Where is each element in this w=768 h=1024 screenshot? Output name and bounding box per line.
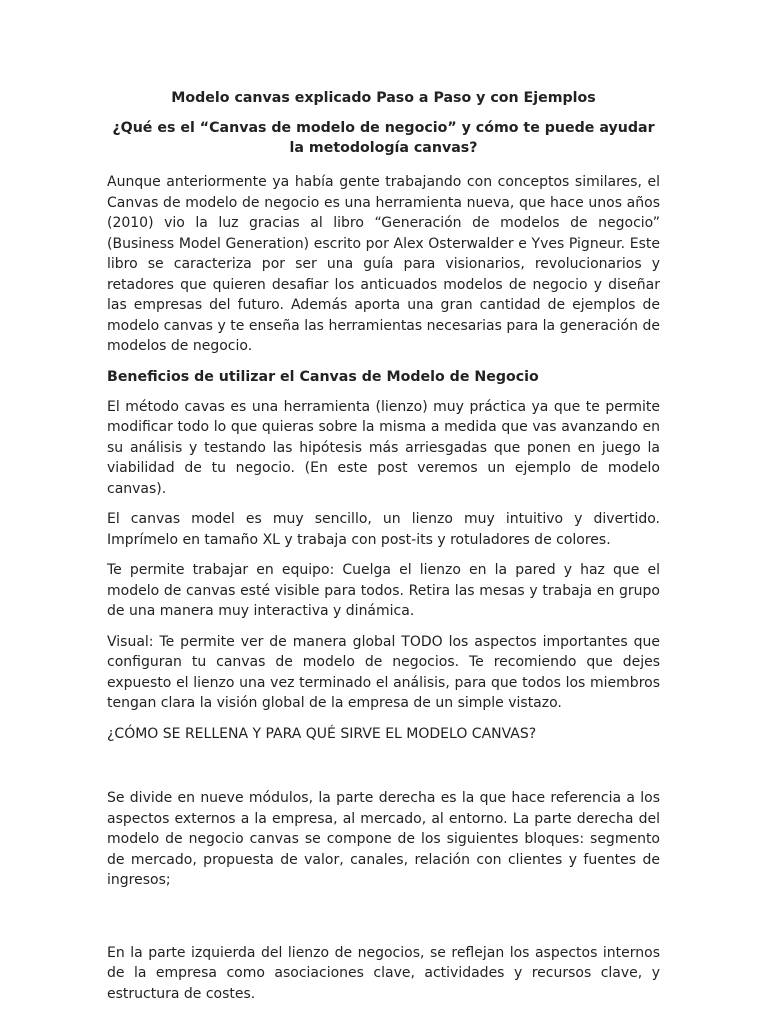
benefits-paragraph-2: El canvas model es muy sencillo, un lienzo muy intuitivo y divertido. Imprímelo en tamaño XL y trabaja con post-its y rotuladores de colores. xyxy=(107,511,660,548)
benefits-paragraph-3: Te permite trabajar en equipo: Cuelga el lienzo en la pared y haz que el modelo de canvas esté visible para todos. Retira las mesas y trabaja en grupo de una manera muy interactiva y dinámica. xyxy=(107,562,660,619)
intro-paragraph: Aunque anteriormente ya había gente trabajando con conceptos similares, el Canvas de modelo de negocio es una herramienta nueva, que hace unos años (2010) vio la luz gracias al libro “Generación de modelos de negocio” (Business Model Generation) escrito por Alex Osterwalder e Yves Pigneur. Este libro se caracteriza por ser una guía para visionarios, revolucionarios y retadores que quieren desafiar los anticuados modelos de negocio y diseñar las empresas del futuro. Además aporta una gran cantidad de ejemplos de modelo canvas y te enseña las herramientas necesarias para la generación de modelos de negocio. xyxy=(107,174,660,354)
benefits-paragraph-1: El método cavas es una herramienta (lienzo) muy práctica ya que te permite modificar todo lo que quieras sobre la misma a medida que vas avanzando en su análisis y testando las hipótesis más arriesgadas que ponen en juego la viabilidad de tu negocio. (En este post veremos un ejemplo de modelo canvas). xyxy=(107,398,660,497)
modules-paragraph-2: En la parte izquierda del lienzo de negocios, se reflejan los aspectos internos de la empresa como asociaciones clave, actividades y recursos clave, y estructura de costes. xyxy=(107,944,660,1002)
benefits-paragraph-4: Visual: Te permite ver de manera global TODO los aspectos importantes que configuran tu canvas de modelo de negocios. Te recomiendo que dejes expuesto el lienzo una vez terminado el análisis, para que todos los miembros tengan clara la visión global de la empresa de un simple vistazo. xyxy=(107,633,660,711)
document-subtitle: ¿Qué es el “Canvas de modelo de negocio” y cómo te puede ayudar la metodología canvas? xyxy=(112,120,655,156)
spacer xyxy=(107,901,660,943)
document-title: Modelo canvas explicado Paso a Paso y con Ejemplos xyxy=(171,90,596,106)
modules-paragraph-1: Se divide en nueve módulos, la parte derecha es la que hace referencia a los aspectos externos a la empresa, al mercado, al entorno. La parte derecha del modelo de negocio canvas se compone de los siguientes bloques: segmento de mercado, propuesta de valor, canales, relación con clientes y fuentes de ingresos; xyxy=(107,790,660,888)
document-page xyxy=(107,88,660,1014)
benefits-heading: Beneficios de utilizar el Canvas de Modelo de Negocio xyxy=(107,368,539,385)
spacer xyxy=(107,754,660,788)
section-question: ¿CÓMO SE RELLENA Y PARA QUÉ SIRVE EL MODELO CANVAS? xyxy=(107,725,537,742)
